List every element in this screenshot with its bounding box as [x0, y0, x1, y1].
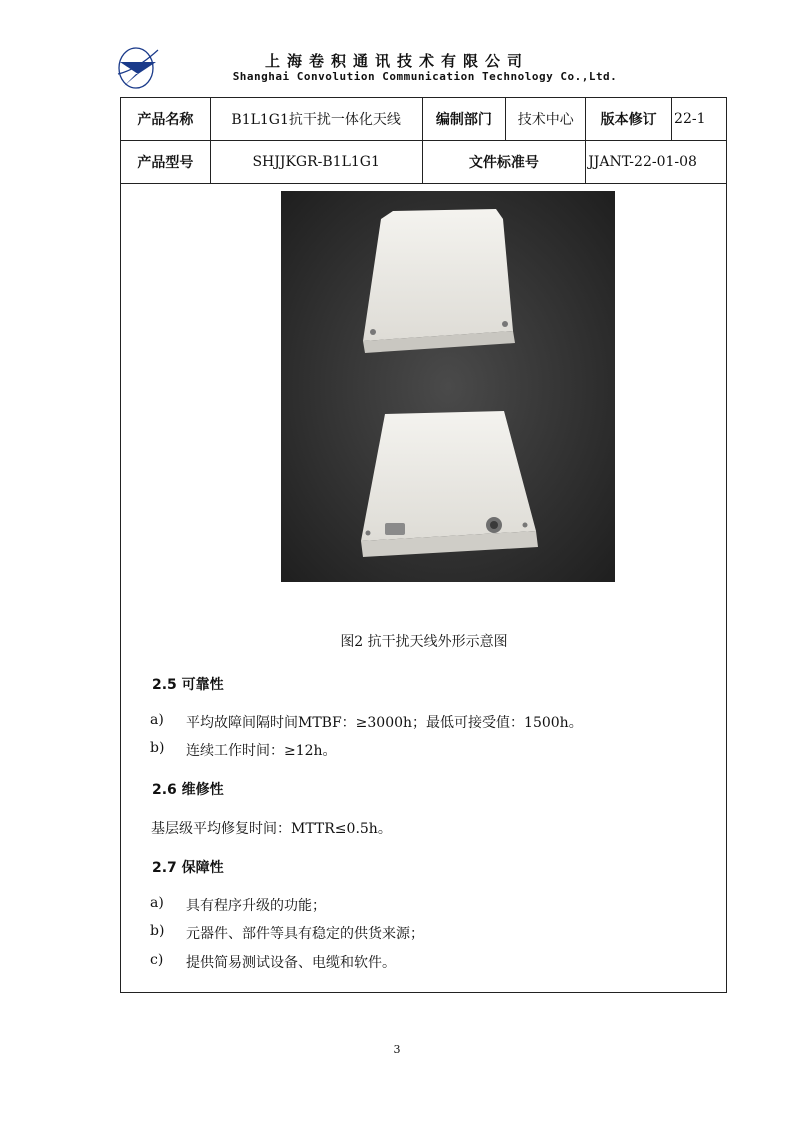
dept-value: 技术中心: [506, 98, 586, 141]
list-item: 提供简易测试设备、电缆和软件。: [186, 955, 396, 971]
list-item: 平均故障间隔时间MTBF：≥3000h；最低可接受值：1500h。: [186, 715, 583, 731]
version-label: 版本修订: [586, 98, 672, 141]
header-row-1: [121, 98, 727, 141]
product-name-label: 产品名称: [121, 98, 211, 141]
list-marker: a): [150, 712, 164, 728]
company-name-cn: 上海卷积通讯技术有限公司: [264, 52, 529, 70]
version-value: 22-1: [672, 98, 727, 141]
paragraph: 基层级平均修复时间：MTTR≤0.5h。: [151, 821, 392, 837]
list-item: 连续工作时间：≥12h。: [186, 743, 337, 759]
figure-caption: 图2 抗干扰天线外形示意图: [340, 634, 508, 650]
company-name-en: Shanghai Convolution Communication Technology Co.,Ltd.: [232, 70, 618, 83]
section-heading-supportability: 2.7 保障性: [152, 860, 224, 876]
section-heading-reliability: 2.5 可靠性: [152, 677, 224, 693]
dept-label: 编制部门: [422, 98, 506, 141]
model-value: SHJJKGR-B1L1G1: [210, 141, 422, 184]
list-marker: a): [150, 895, 164, 911]
section-heading-maintainability: 2.6 维修性: [152, 782, 224, 798]
header-table: [120, 97, 727, 184]
header-row-2: [121, 141, 727, 184]
model-label: 产品型号: [121, 141, 211, 184]
product-name-value: B1L1G1抗干扰一体化天线: [210, 98, 422, 141]
list-item: 具有程序升级的功能；: [186, 898, 326, 914]
file-std-label: 文件标准号: [422, 141, 586, 184]
list-marker: c): [150, 952, 164, 968]
antenna-photo: [281, 191, 615, 582]
list-item: 元器件、部件等具有稳定的供货来源；: [186, 926, 424, 942]
list-marker: b): [150, 923, 165, 939]
file-std-value: JJANT-22-01-08: [586, 141, 727, 184]
page-number: 3: [393, 1043, 401, 1056]
list-marker: b): [150, 740, 165, 756]
